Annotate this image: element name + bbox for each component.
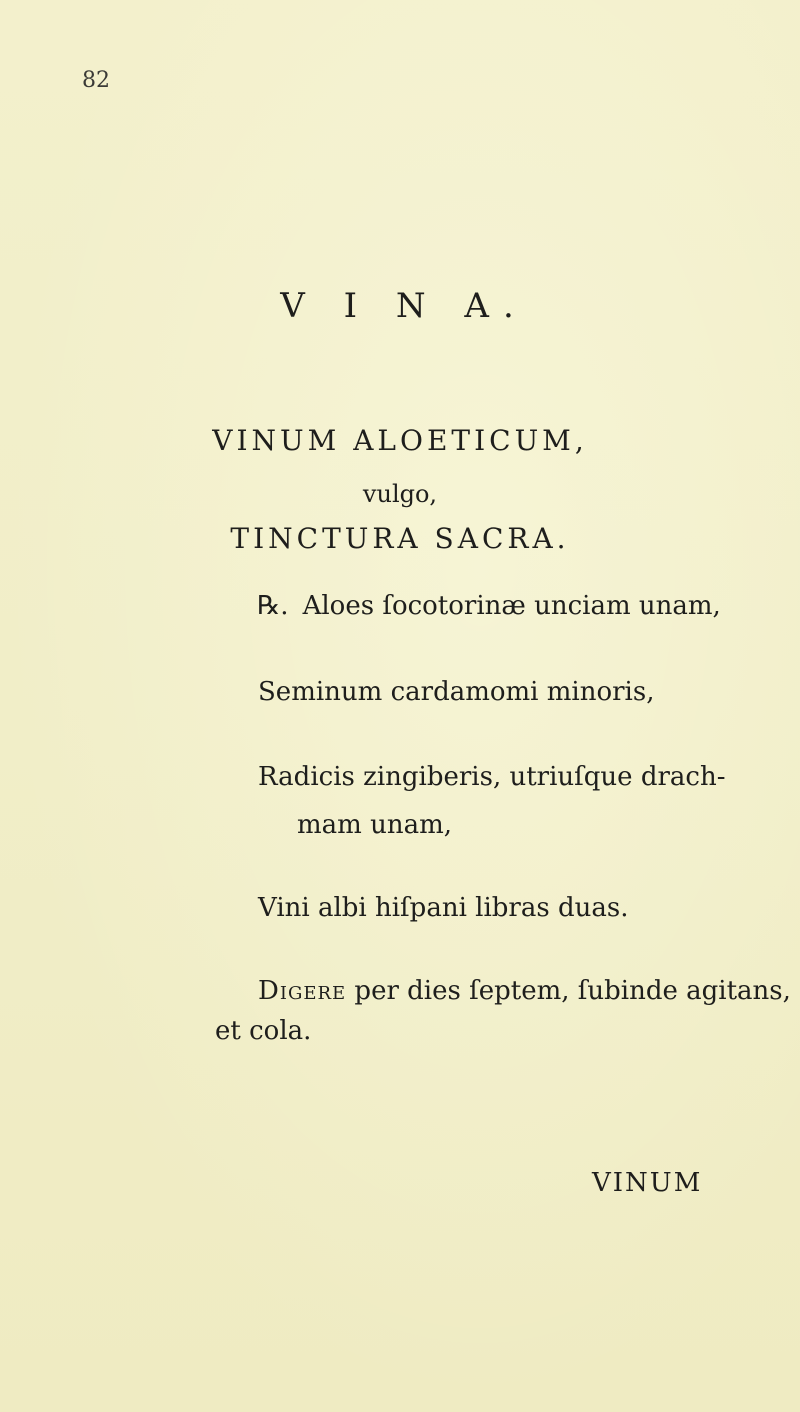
instructions-text: per dies ſeptem, ſubinde agitans, xyxy=(346,976,791,1006)
ingredient-cardamom: Seminum cardamomi minoris, xyxy=(258,677,655,707)
instructions-lead-word: Digere xyxy=(258,976,347,1006)
section-title: V I N A. xyxy=(280,286,528,326)
ingredient-ginger-line2: mam unam, xyxy=(297,810,452,840)
ingredient-wine: Vini albi hiſpani libras duas. xyxy=(258,893,629,923)
recipe-title-vulgo: vulgo, xyxy=(362,480,438,508)
ingredient-aloes xyxy=(257,591,721,621)
ingredient-ginger-line1: Radicis zingiberis, utriuſque drach- xyxy=(258,762,726,792)
instructions-line1 xyxy=(258,976,791,1006)
page-number: 82 xyxy=(82,68,110,93)
recipe-alt-title: TINCTURA SACRA. xyxy=(230,522,570,555)
instructions-line2: et cola. xyxy=(215,1016,312,1046)
ingredient-text: Aloes ſocotorinæ unciam unam, xyxy=(302,591,721,621)
recipe-symbol: ℞. xyxy=(257,591,289,621)
recipe-title: VINUM ALOETICUM, xyxy=(212,424,588,457)
catchword: VINUM xyxy=(592,1168,703,1198)
